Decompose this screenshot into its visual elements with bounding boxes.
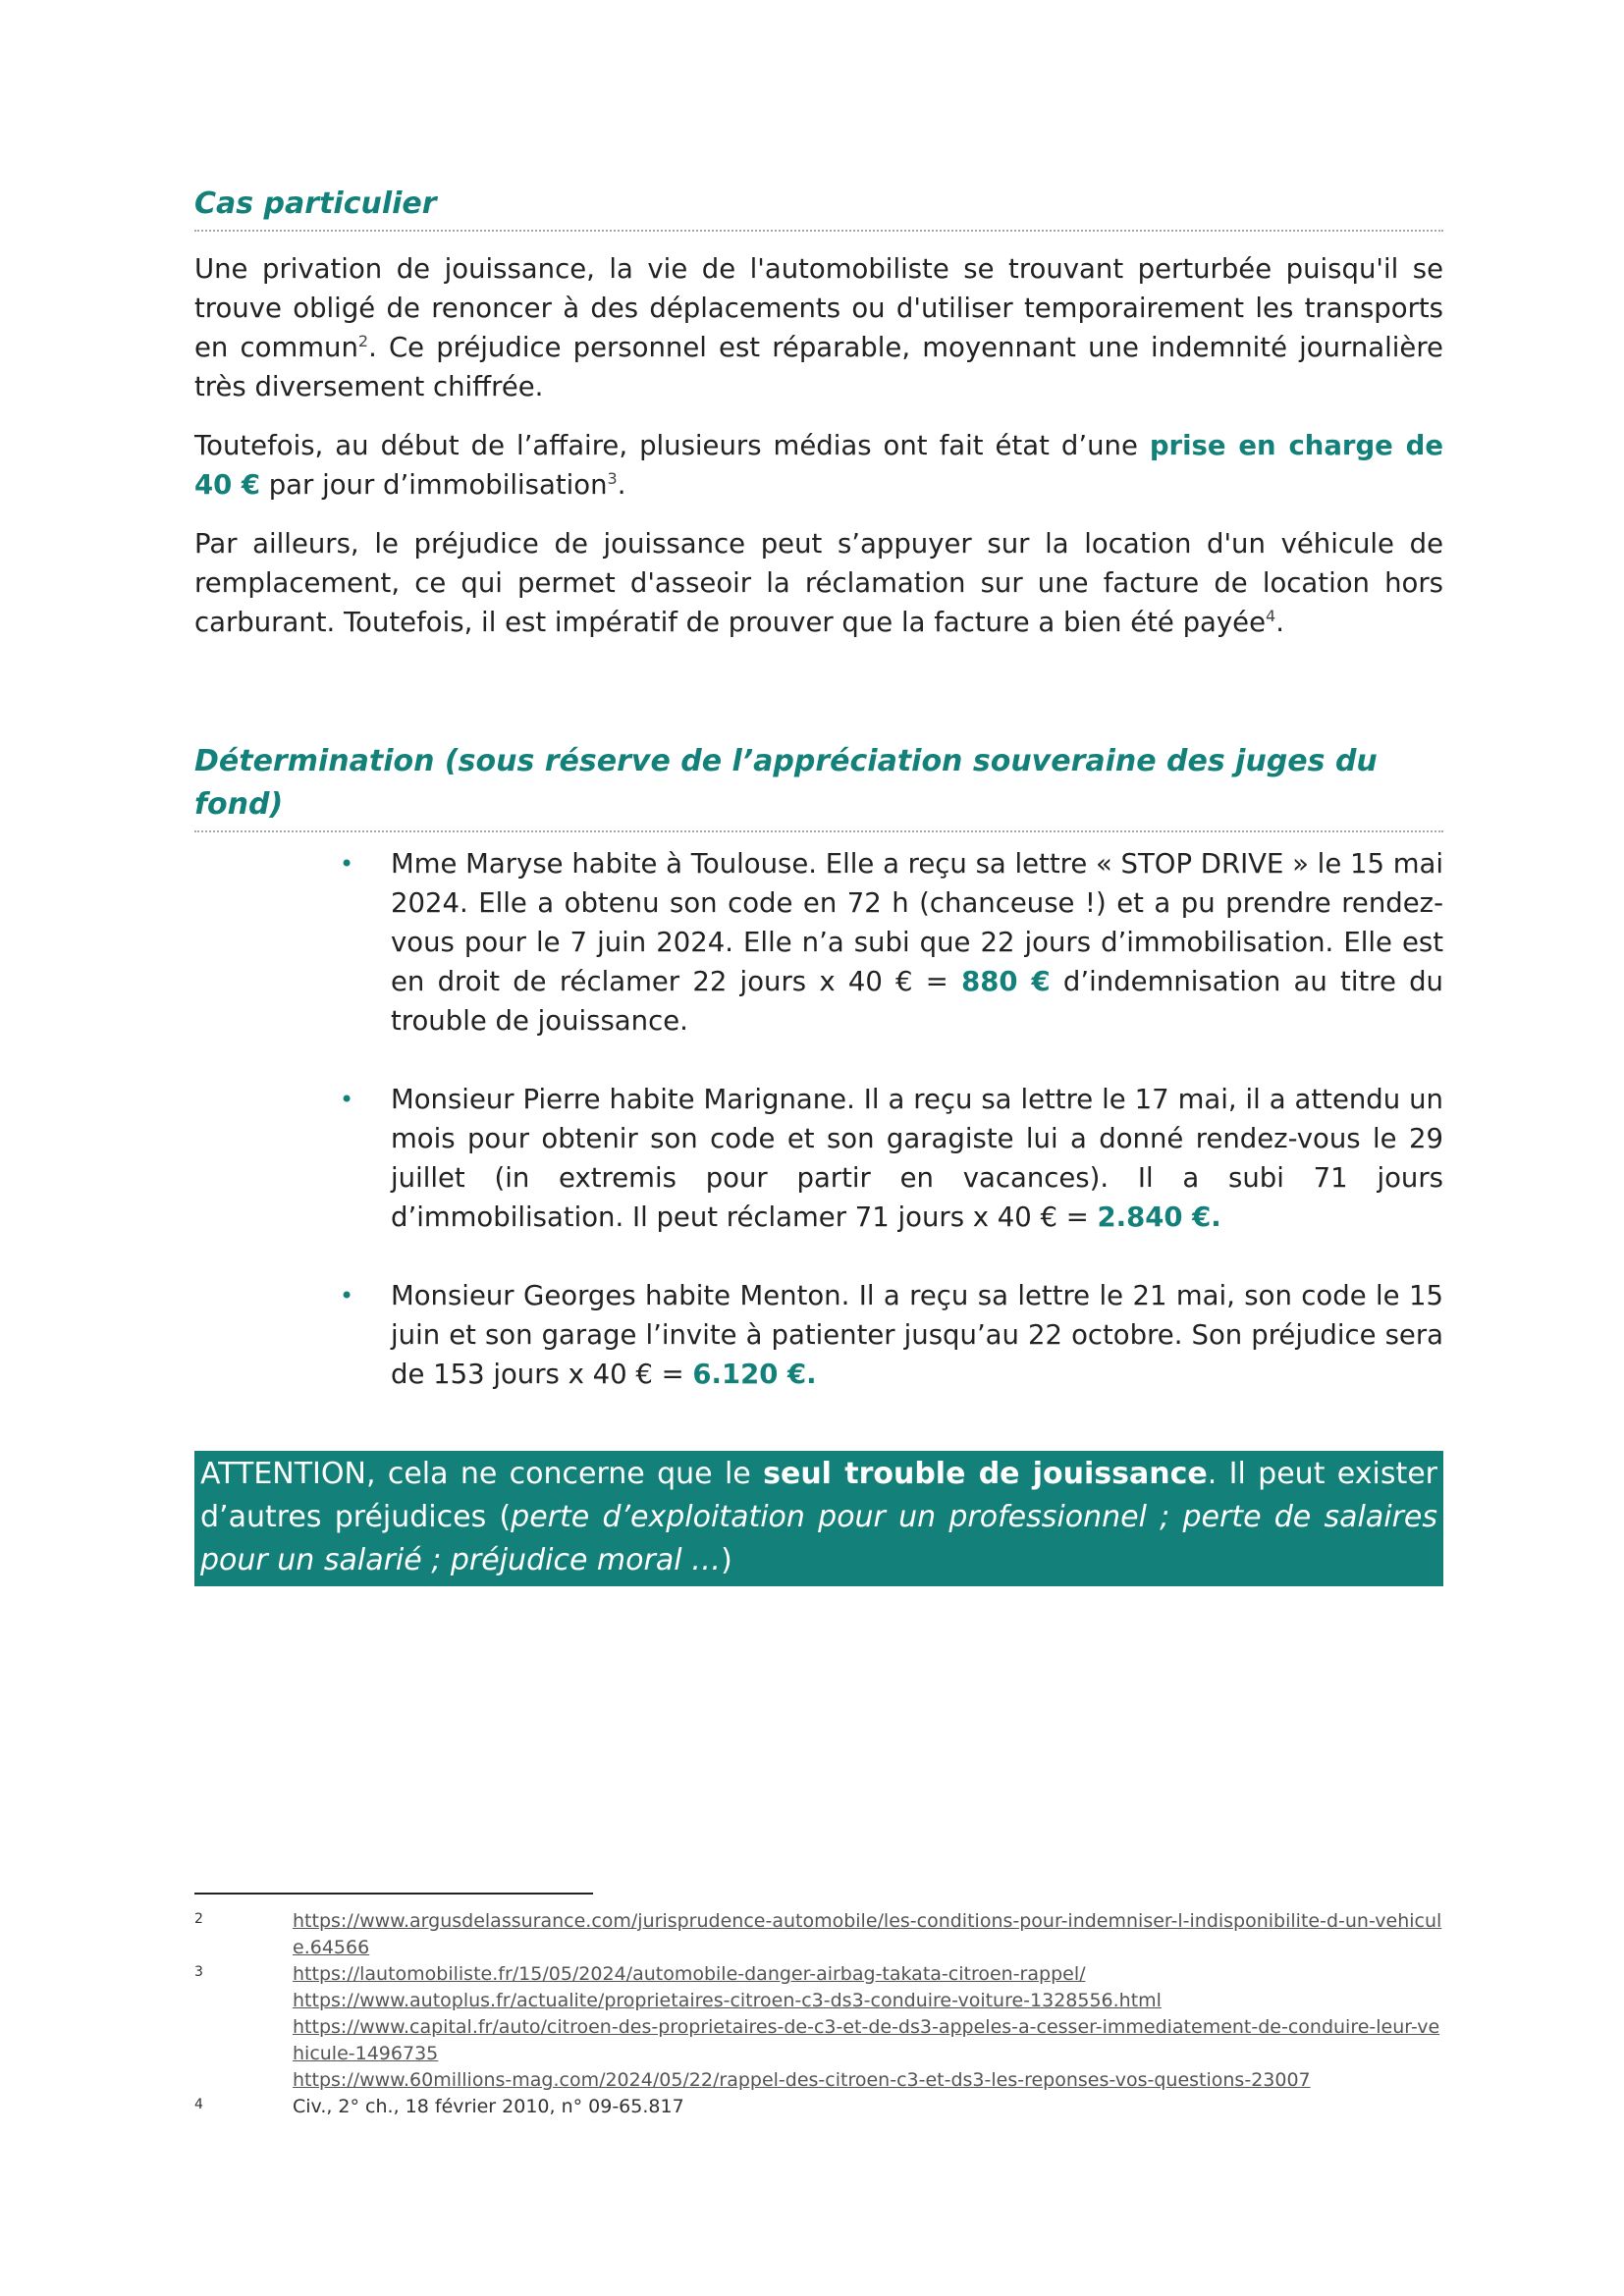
paragraph-text: Par ailleurs, le préjudice de jouissance peut s’appuyer sur la location d'un véhicule de remplacement, ce qui permet d'asseoir la réclamation sur une facture de location hors carburant. Toutefois, il est impératif de prouver que la facture a bien été payée — [194, 528, 1443, 638]
list-item — [194, 1080, 1443, 1237]
footnote-2 — [194, 1908, 1443, 1961]
case-amount: 2.840 €. — [1097, 1201, 1221, 1233]
case-list — [194, 844, 1443, 1394]
attention-mid: . Il peut exister d’autres préjudices ( — [200, 1457, 1438, 1534]
case-text: Monsieur Georges habite Menton. Il a reçu sa lettre le 21 mai, son code le 15 juin et son garage l’invite à patienter jusqu’au 22 octobre. Son préjudice sera de 153 jours x 40 € = — [391, 1280, 1443, 1390]
footnote-link[interactable]: https://www.argusdelassurance.com/jurisprudence-automobile/les-conditions-pour-indemniser-l-indisponibilite-d-un-vehicule.64566 — [293, 1910, 1442, 1958]
footnote-link[interactable]: https://www.capital.fr/auto/citroen-des-proprietaires-de-c3-et-de-ds3-appeles-a-cesser-immediatement-de-conduire-leur-vehicule-1496735 — [293, 2016, 1440, 2064]
attention-lead: ATTENTION, cela ne concerne que le — [200, 1457, 764, 1491]
section-title-determination — [194, 740, 1443, 832]
footnote-link[interactable]: https://www.60millions-mag.com/2024/05/22/rappel-des-citroen-c3-et-ds3-les-reponses-vos-questions-23007 — [293, 2069, 1311, 2091]
case-amount: 6.120 €. — [692, 1359, 817, 1390]
paragraph-text: par jour d’immobilisation — [259, 469, 608, 501]
page-content — [194, 183, 1443, 1586]
footnote-ref[interactable]: 4 — [1266, 606, 1276, 625]
paragraph-text: . — [1275, 607, 1284, 638]
case-tail: d’indemnisation au titre du trouble de jouissance. — [391, 966, 1443, 1037]
attention-italic: perte d’exploitation pour un professionnel ; perte de salaires pour un salarié ; préjudice moral … — [200, 1500, 1437, 1577]
footnote-link[interactable]: https://lautomobiliste.fr/15/05/2024/automobile-danger-airbag-takata-citroen-rappel/ — [293, 1963, 1086, 1985]
footnote-link[interactable]: https://www.autoplus.fr/actualite/proprietaires-citroen-c3-ds3-conduire-voiture-1328556.html — [293, 1990, 1162, 2011]
footnote-number: 4 — [194, 2097, 203, 2112]
paragraph-prise-en-charge — [194, 426, 1443, 505]
list-item — [194, 844, 1443, 1041]
footnote-number: 3 — [194, 1964, 203, 1980]
attention-end: ) — [721, 1543, 732, 1577]
footnote-ref[interactable]: 2 — [357, 331, 369, 350]
bullet-icon: • — [340, 850, 354, 878]
paragraph-text: Une privation de jouissance, la vie de l'automobiliste se trouvant perturbée puisqu'il se trouve obligé de renoncer à des déplacements ou d'utiliser temporairement les transports en commun — [194, 253, 1443, 363]
bullet-icon: • — [340, 1086, 354, 1113]
section-title-suffix: (sous réserve de l’appréciation souveraine des juges du fond) — [194, 744, 1378, 822]
footnote-number: 2 — [194, 1911, 203, 1927]
attention-strong: seul trouble de jouissance — [763, 1457, 1208, 1491]
paragraph-text: Toutefois, au début de l’affaire, plusieurs médias ont fait état d’une — [194, 430, 1150, 461]
section-title-cas-particulier: Cas particulier — [194, 183, 1443, 232]
footnote-4 — [194, 2094, 1443, 2120]
attention-callout — [194, 1451, 1443, 1586]
paragraph-text: . — [617, 469, 626, 501]
paragraph-privation — [194, 249, 1443, 406]
list-item — [194, 1276, 1443, 1394]
footnote-citation: Civ., 2° ch., 18 février 2010, n° 09-65.817 — [293, 2096, 684, 2117]
section-title-main: Détermination — [194, 744, 435, 778]
bullet-icon: • — [340, 1282, 354, 1309]
case-text: Monsieur Pierre habite Marignane. Il a reçu sa lettre le 17 mai, il a attendu un mois pour obtenir son code et son garagiste lui a donné rendez-vous le 29 juillet (in extremis pour partir en vacances). Il a subi 71 jours d’immobilisation. Il peut réclamer 71 jours x 40 € = — [391, 1084, 1443, 1233]
footnote-ref[interactable]: 3 — [607, 468, 618, 488]
highlight-amount: prise en charge de 40 € — [194, 430, 1443, 501]
paragraph-location — [194, 524, 1443, 642]
footnote-separator — [194, 1893, 593, 1895]
case-amount: 880 € — [961, 966, 1051, 997]
paragraph-text: . Ce préjudice personnel est réparable, moyennant une indemnité journalière très diversement chiffrée. — [194, 332, 1443, 402]
footnote-3 — [194, 1961, 1443, 2094]
case-text: Mme Maryse habite à Toulouse. Elle a reçu sa lettre « STOP DRIVE » le 15 mai 2024. Elle a obtenu son code en 72 h (chanceuse !) et a pu prendre rendez-vous pour le 7 juin 2024. Elle n’a subi que 22 jours d’immobilisation. Elle est en droit de réclamer 22 jours x 40 € = — [391, 848, 1443, 997]
footnotes — [194, 1908, 1443, 2120]
